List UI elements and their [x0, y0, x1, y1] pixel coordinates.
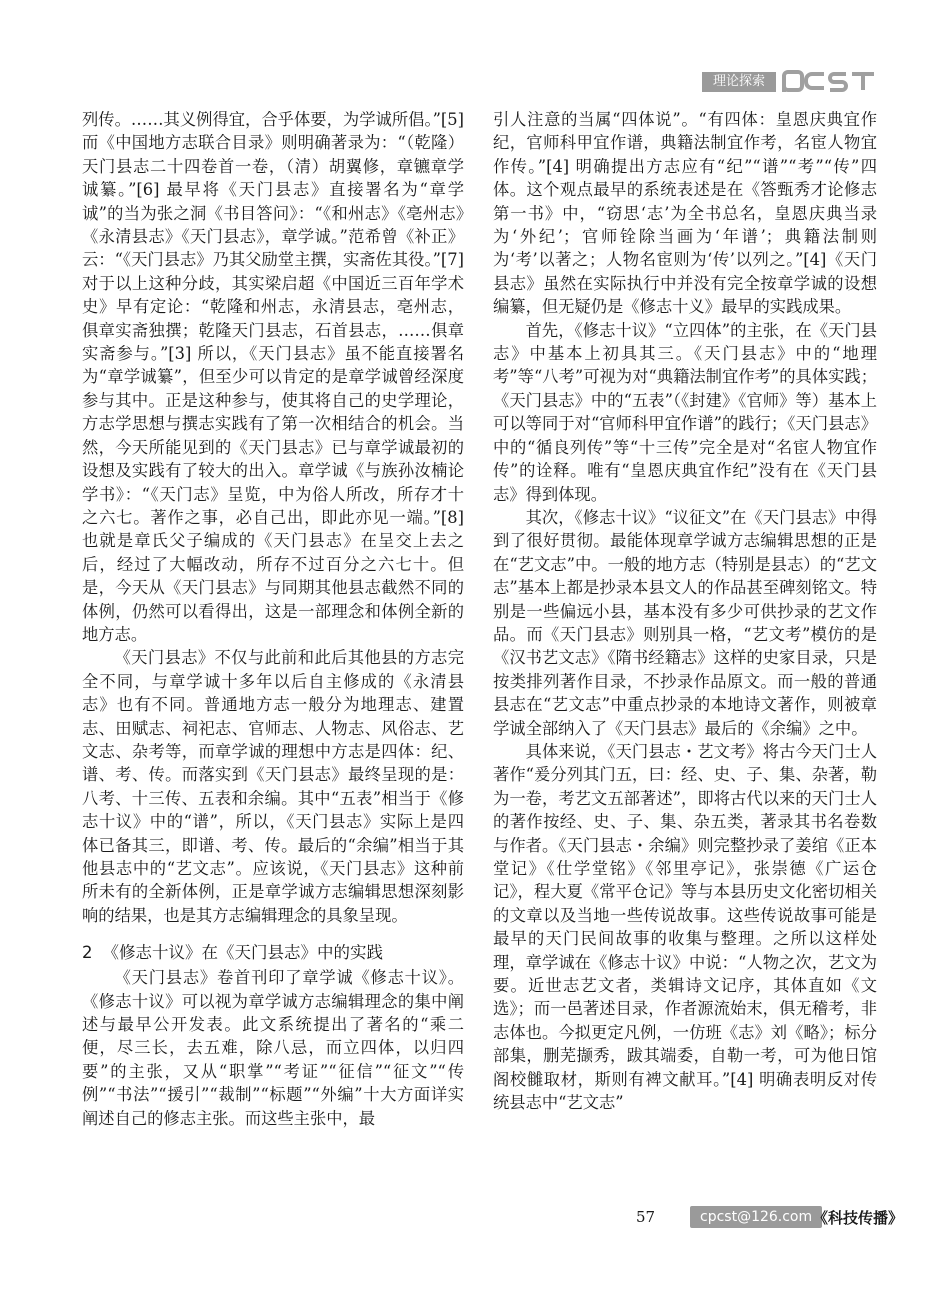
- left-column: [82, 108, 464, 1130]
- paragraph: 其次，《修志十议》“议征文”在《天门县志》中得到了很好贯彻。最能体现章学诚方志编辑思想的正是在“艺文志”中。一般的地方志（特别是县志）的“艺文志”基本上都是抄录本县文人的作品甚至碑刻铭文。特别是一些偏远小县，基本没有多少可供抄录的艺文作品。而《天门县志》则别具一格，“艺文考”模仿的是《汉书艺文志》《隋书经籍志》这样的史家目录，只是按类排列著作目录，不抄录作品原文。而一般的普通县志在“艺文志”中重点抄录的本地诗文著作，则被章学诚全部纳入了《天门县志》最后的《余编》之中。: [493, 507, 877, 738]
- paragraph: 首先，《修志十议》“立四体”的主张，在《天门县志》中基本上初具其三。《天门县志》中的“地理考”等“八考”可视为对“典籍法制宜作考”的具体实践；《天门县志》中的“五表”（《封建》《官师》等）基本上可以等同于对“官师科甲宜作谱”的践行；《天门县志》中的“循良列传”等“十三传”完全是对“名宦人物宜作传”的诠释。唯有“皇恩庆典宜作纪”没有在《天门县志》得到体现。: [493, 320, 877, 504]
- paragraph: 《天门县志》不仅与此前和此后其他县的方志完全不同，与章学诚十多年以后自主修成的《永清县志》也有不同。普通地方志一般分为地理志、建置志、田赋志、祠祀志、官师志、人物志、风俗志、艺文志、杂考等，而章学诚的理想中方志是四体：纪、谱、考、传。而落实到《天门县志》最终呈现的是：八考、十三传、五表和余编。其中“五表”相当于《修志十议》中的“谱”，所以，《天门县志》实际上是四体已备其三，即谱、考、传。最后的“余编”相当于其他县志中的“艺文志”。应该说，《天门县志》这种前所未有的全新体例，正是章学诚方志编辑思想深刻影响的结果，也是其方志编辑理念的具象呈现。: [82, 648, 464, 925]
- pcst-logo: [782, 70, 876, 92]
- journal-name: 《科技传播》: [813, 1209, 904, 1227]
- paragraph: 具体来说，《天门县志・艺文考》将古今天门士人著作“爰分列其门五，曰：经、史、子、集、杂著，勒为一卷，考艺文五部著述”，即将古代以来的天门士人的著作按经、史、子、集、杂五类，著录其书名卷数与作者。《天门县志・余编》则完整抄录了姜绾《正本堂记》《仕学堂铭》《邻里亭记》，张崇德《广运仓记》，程大夏《常平仓记》等与本县历史文化密切相关的文章以及当地一些传说故事。这些传说故事可能是最早的天门民间故事的收集与整理。之所以这样处理，章学诚在《修志十议》中说：“人物之次，艺文为要。近世志艺文者，类辑诗文记序，其体直如《文选》；而一邑著述目录，作者源流始末，俱无稽考，非志体也。今拟更定凡例，一仿班《志》刘《略》；标分部集，删芜撷秀，跋其端委，自勒一考，可为他日馆阁校雠取材，斯则有裨文献耳。”[4] 明确表明反对传统县志中“艺文志”: [493, 741, 877, 1113]
- section-heading: [82, 941, 464, 964]
- paragraph: 引人注意的当属“四体说”。“有四体：皇恩庆典宜作纪，官师科甲宜作谱，典籍法制宜作考，名宦人物宜作传。”[4] 明确提出方志应有“纪”“谱”“考”“传”四体。这个观点最早的系统表述是在《答甄秀才论修志第一书》中，“窃思‘志’为全书总名，皇恩庆典当录为‘外纪’；官师铨除当画为‘年谱’；典籍法制则为‘考’以著之；人物名宦则为‘传’以列之。”[4]《天门县志》虽然在实际执行中并没有完全按章学诚的设想编纂，但无疑仍是《修志十义》最早的实践成果。: [493, 110, 877, 317]
- section-title: 《修志十议》在《天门县志》中的实践: [102, 943, 383, 963]
- right-column: [493, 108, 877, 1114]
- page-footer: [0, 1204, 950, 1234]
- page-header: [0, 0, 950, 100]
- section-number: 2: [82, 943, 93, 963]
- page-number: 57: [636, 1208, 656, 1226]
- section-label: 理论探索: [702, 72, 776, 92]
- email-badge: cpcst@126.com: [690, 1206, 822, 1228]
- paragraph: 列传。……其义例得宜，合乎体要，为学诚所倡。”[5] 而《中国地方志联合目录》则明确著录为：“（乾隆）天门县志二十四卷首一卷，（清）胡翼修，章镳章学诚纂。”[6] 最早将《天门县志》直接署名为“章学诚”的当为张之洞《书目答问》：“《和州志》《亳州志》《永清县志》《天门县志》，章学诚。”范希曾《补正》云：“《天门县志》乃其父励堂主撰，实斋佐其役。”[7] 对于以上这种分歧，其实梁启超《中国近三百年学术史》早有定论：“乾隆和州志，永清县志，亳州志，俱章实斋独撰；乾隆天门县志，石首县志，……俱章实斋参与。”[3] 所以，《天门县志》虽不能直接署名为“章学诚纂”，但至少可以肯定的是章学诚曾经深度参与其中。正是这种参与，使其将自己的史学理论，方志学思想与撰志实践有了第一次相结合的机会。当然，今天所能见到的《天门县志》已与章学诚最初的设想及实践有了较大的出入。章学诚《与族孙汝楠论学书》：“《天门志》呈览，中为俗人所改，所存才十之六七。著作之事，必自己出，即此亦见一端。”[8] 也就是章氏父子编成的《天门县志》在呈交上去之后，经过了大幅改动，所存不过百分之六七十。但是，今天从《天门县志》与同期其他县志截然不同的体例，仍然可以看得出，这是一部理念和体例全新的地方志。: [82, 110, 464, 644]
- paragraph: 《天门县志》卷首刊印了章学诚《修志十议》。《修志十议》可以视为章学诚方志编辑理念的集中阐述与最早公开发表。此文系统提出了著名的“乘二便，尽三长，去五难，除八忌，而立四体，以归四要”的主张，又从“职掌”“考证”“征信”“征文”“传例”“书法”“援引”“裁制”“标题”“外编”十大方面详实阐述自己的修志主张。而这些主张中，最: [82, 968, 464, 1128]
